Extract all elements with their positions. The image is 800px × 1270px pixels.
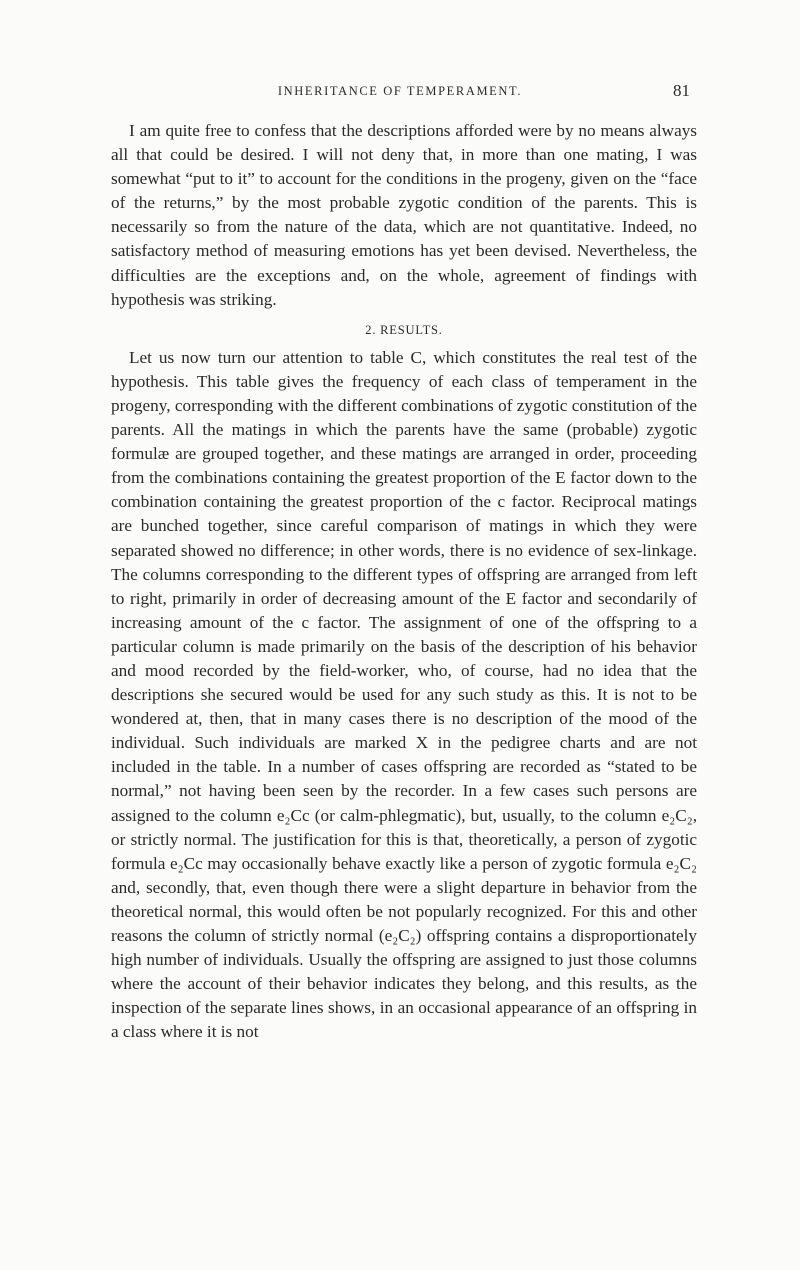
body-text xyxy=(111,119,697,1044)
paragraph-intro: I am quite free to confess that the descriptions afforded were by no means always all that could be desired. I will not deny that, in more than one mating, I was somewhat “put to it” to account for the conditions in the progeny, given on the “face of the returns,” by the most probable zygotic condition of the parents. This is necessarily so from the nature of the data, which are not quantitative. Indeed, no satisfactory method of measuring emotions has yet been devised. Nevertheless, the difficulties are the exceptions and, on the whole, agreement of findings with hypothesis was striking. xyxy=(111,121,697,309)
running-head xyxy=(110,82,690,102)
paragraph-results: Let us now turn our attention to table C, which constitutes the real test of the hypothesis. This table gives the frequency of each class of temperament in the progeny, corresponding with the different combinations of zygotic constitution of the parents. All the matings in which the parents have the same (probable) zygotic formulæ are grouped together, and these matings are arranged in order, proceeding from the combinations containing the greatest proportion of the E factor down to the combination containing the greatest proportion of the c factor. Reciprocal matings are bunched together, since careful comparison of matings in which they were separated showed no difference; in other words, there is no evidence of sex-linkage. The columns corresponding to the different types of offspring are arranged from left to right, primarily in order of decreasing amount of the E factor and secondarily of increasing amount of the c factor. The assignment of one of the offspring to a particular column is made primarily on the basis of the description of his behavior and mood recorded by the field-worker, who, of course, had no idea that the descriptions she secured would be used for any such study as this. It is not to be wondered at, then, that in many cases there is no description of the mood of the individual. Such individuals are marked X in the pedigree charts and are not included in the table. In a number of cases offspring are recorded as “stated to be normal,” not having been seen by the recorder. In a few cases such persons are assigned to the column e₂Cc (or calm-phlegmatic), but, usually, to the column e₂C₂, or strictly normal. The justification for this is that, theoretically, a person of zygotic formula e₂Cc may occasionally behave exactly like a person of zygotic formula e₂C₂ and, secondly, that, even though there were a slight departure in behavior from the theoretical normal, this would often be not popularly recognized. For this and other reasons the column of strictly normal (e₂C₂) offspring contains a disproportionately high number of individuals. Usually the offspring are assigned to just those columns where the account of their behavior indicates they belong, and this results, as the inspection of the separate lines shows, in an occasional appearance of an offspring in a class where it is not xyxy=(111,347,697,1042)
section-heading: 2. RESULTS. xyxy=(365,322,443,337)
page-number: 81 xyxy=(673,81,690,100)
running-title: INHERITANCE OF TEMPERAMENT. xyxy=(277,84,523,98)
